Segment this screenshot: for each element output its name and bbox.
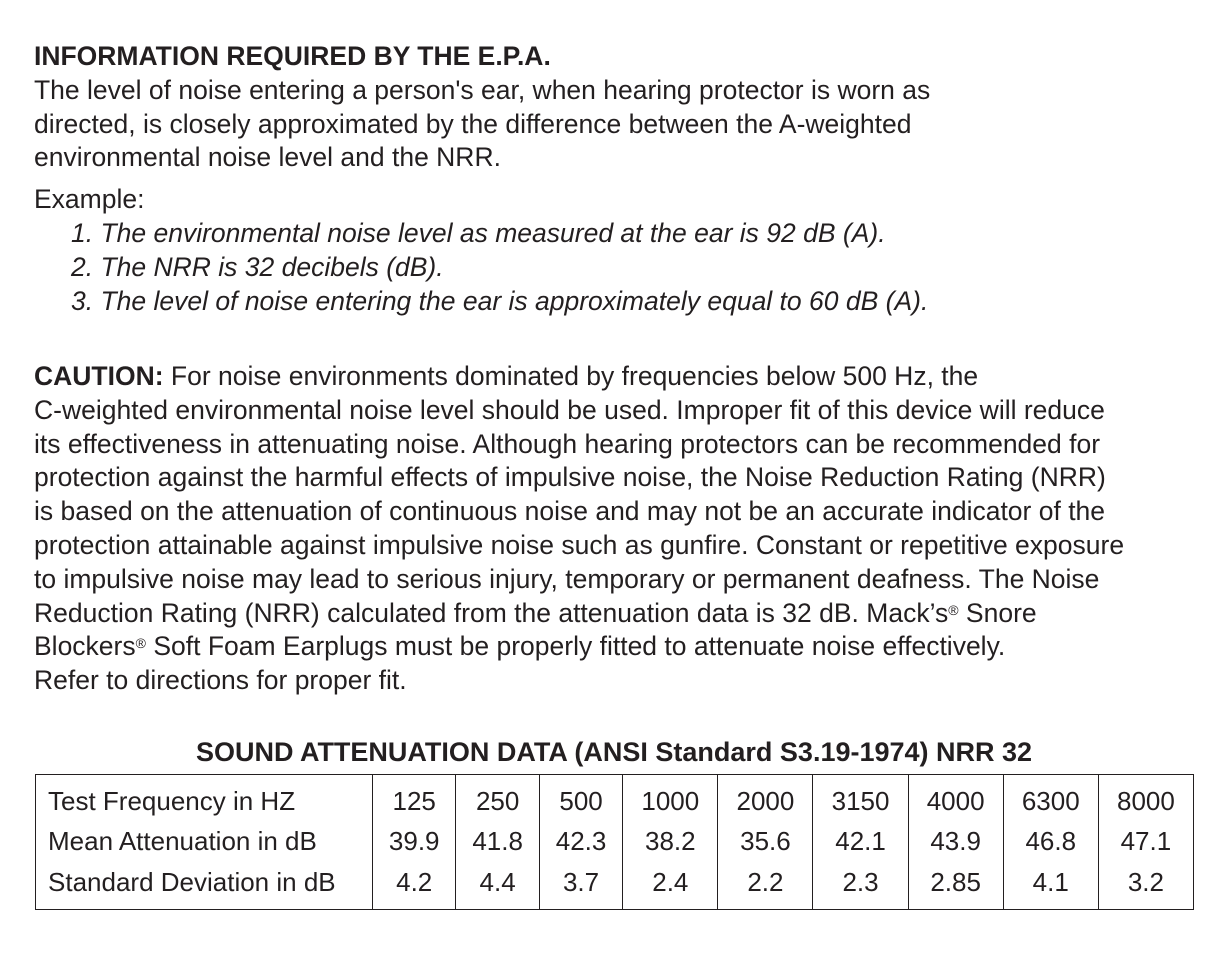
table-cell: 1000 xyxy=(623,775,718,822)
caution-text-part-1: For noise environments dominated by frequencies below 500 Hz, the C-weighted environmental noise level should be used. Improper fit of this device will reduce its effectiveness in attenuating noise. Although hearing protectors can be recommended for protection against the harmful effects of impulsive noise, the Noise Reduction Rating (NRR) is based on the attenuation of continuous noise and may not be an accurate indicator of the protection attainable against impulsive noise such as gunfire. Constant or repetitive exposure to impulsive noise may lead to serious injury, temporary or permanent deafness. The Noise Reduction Rating (NRR) calculated from the attenuation data is 32 dB. Mack’s xyxy=(34,361,1125,628)
table-cell: 4.1 xyxy=(1003,862,1098,909)
table-cell: 3.2 xyxy=(1127,867,1164,898)
table-cell: 38.2 xyxy=(623,822,718,863)
table-cell: 42.3 xyxy=(539,822,622,863)
caution-text-part-3: Soft Foam Earplugs must be properly fitted to attenuate noise effectively. Refer to directions for proper fit. xyxy=(34,631,1006,696)
table-cell: 6300 xyxy=(1003,775,1098,822)
table-row xyxy=(36,775,1194,822)
registered-mark: ® xyxy=(948,601,959,618)
caution-paragraph xyxy=(34,360,1204,698)
table-cell: 46.8 xyxy=(1003,822,1098,863)
example-item: 3. The level of noise entering the ear is approximately equal to 60 dB (A). xyxy=(71,285,929,316)
sound-attenuation-table xyxy=(35,774,1194,910)
table-cell: 2.4 xyxy=(623,862,718,909)
table-cell: 500 xyxy=(539,775,622,822)
table-cell: 4.2 xyxy=(373,862,456,909)
table-cell: 35.6 xyxy=(718,822,813,863)
table-cell: 42.1 xyxy=(813,822,908,863)
row-label: Test Frequency in HZ xyxy=(36,775,373,822)
example-item: 2. The NRR is 32 decibels (dB). xyxy=(71,251,444,282)
table-cell: 2.2 xyxy=(718,862,813,909)
table-cell: 4.4 xyxy=(456,862,539,909)
table-row xyxy=(36,822,1194,863)
table-cell: 2.85 xyxy=(908,862,1003,909)
row-label: Mean Attenuation in dB xyxy=(36,822,373,863)
row-label: Standard Deviation in dB xyxy=(36,862,373,909)
table-cell: 2000 xyxy=(718,775,813,822)
table-cell: 39.9 xyxy=(373,822,456,863)
caution-text-part-2: Snore Blockers xyxy=(34,597,1037,662)
registered-mark: ® xyxy=(135,635,146,652)
table-cell: 3.7 xyxy=(539,862,622,909)
epa-heading: INFORMATION REQUIRED BY THE E.P.A. xyxy=(34,41,551,71)
table-cell: 250 xyxy=(456,775,539,822)
table-cell: 4000 xyxy=(908,775,1003,822)
table-cell: 3150 xyxy=(813,775,908,822)
table-title: SOUND ATTENUATION DATA (ANSI Standard S3.19-1974) NRR 32 xyxy=(195,737,1033,767)
epa-info-section xyxy=(34,40,1204,318)
table-cell: 43.9 xyxy=(908,822,1003,863)
table-cell: 2.3 xyxy=(813,862,908,909)
example-list xyxy=(34,217,1204,318)
example-label: Example: xyxy=(34,184,145,215)
table-cell: 47.1 xyxy=(1120,826,1172,857)
table-cell: 125 xyxy=(373,775,456,822)
table-cell: 8000 xyxy=(1116,785,1175,816)
caution-label: CAUTION: xyxy=(34,361,164,391)
example-item: 1. The environmental noise level as measured at the ear is 92 dB (A). xyxy=(71,217,886,248)
table-row xyxy=(36,862,1194,909)
epa-body-text: The level of noise entering a person's ear, when hearing protector is worn as directed, is closely approximated by the difference between the A-weighted environmental noise level and the NRR. xyxy=(34,74,931,173)
table-cell: 41.8 xyxy=(456,822,539,863)
